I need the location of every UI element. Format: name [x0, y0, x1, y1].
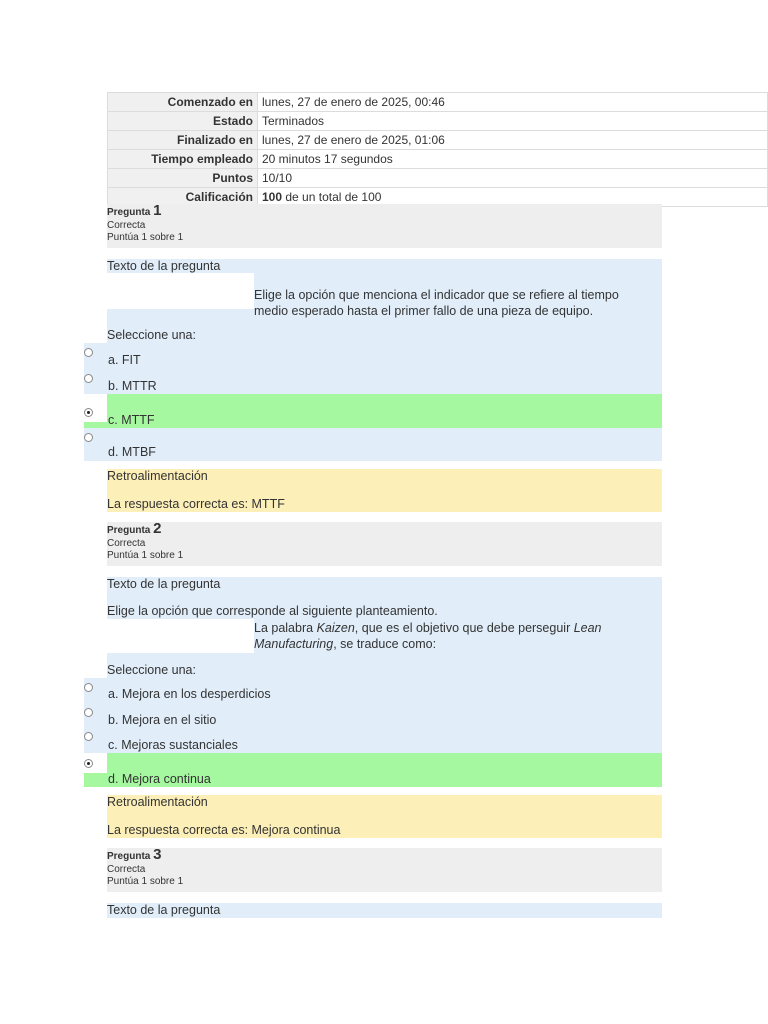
- summary-value: Terminados: [258, 112, 768, 131]
- answer-option[interactable]: [84, 346, 662, 370]
- summary-value: lunes, 27 de enero de 2025, 00:46: [258, 93, 768, 112]
- summary-label: Finalizado en: [108, 131, 258, 150]
- summary-label: Puntos: [108, 169, 258, 188]
- question-state: Correcta: [107, 220, 146, 231]
- answer-option[interactable]: [84, 681, 662, 707]
- prompt-emphasis: Lean Manufacturing: [254, 621, 602, 651]
- question-text-label: Texto de la pregunta: [107, 903, 221, 917]
- summary-value: 10/10: [258, 169, 768, 188]
- question-3-info: [107, 848, 662, 892]
- answer-option[interactable]: [84, 428, 662, 461]
- option-label[interactable]: b. Mejora en el sitio: [108, 713, 217, 727]
- question-state: Correcta: [107, 864, 146, 875]
- question-1-feedback: [107, 469, 662, 512]
- radio-button[interactable]: [84, 348, 93, 357]
- question-label: Pregunta: [107, 525, 151, 536]
- question-grade: Puntúa 1 sobre 1: [107, 876, 184, 887]
- answer-option-selected[interactable]: [84, 394, 662, 428]
- radio-button[interactable]: [84, 732, 93, 741]
- option-label[interactable]: c. MTTF: [108, 413, 155, 427]
- radio-button-checked[interactable]: [84, 759, 93, 768]
- summary-label: Tiempo empleado: [108, 150, 258, 169]
- summary-row: [108, 169, 768, 188]
- question-number-value: 2: [153, 520, 162, 537]
- prompt-emphasis: Kaizen: [316, 621, 355, 635]
- question-number: [107, 204, 662, 220]
- question-2-info: [107, 522, 662, 566]
- question-text-label: Texto de la pregunta: [107, 577, 221, 591]
- summary-row: [108, 112, 768, 131]
- question-label: Pregunta: [107, 851, 151, 862]
- grade-value: 100: [262, 190, 283, 204]
- feedback-label: Retroalimentación: [107, 795, 208, 809]
- radio-button[interactable]: [84, 683, 93, 692]
- prompt-spacer: [107, 273, 254, 309]
- question-grade: Puntúa 1 sobre 1: [107, 550, 184, 561]
- attempt-summary-table: [107, 92, 768, 207]
- grade-total: de un total de 100: [282, 190, 382, 204]
- summary-row: [108, 150, 768, 169]
- question-1-info: [107, 204, 662, 248]
- feedback-label: Retroalimentación: [107, 469, 208, 483]
- summary-label: Estado: [108, 112, 258, 131]
- radio-button[interactable]: [84, 374, 93, 383]
- question-prompt: Elige la opción que menciona el indicador que se refiere al tiempo medio esperado hasta el primer fallo de una pieza de equipo.: [254, 288, 619, 318]
- answer-option-selected[interactable]: [84, 753, 662, 787]
- correct-answer-text: La respuesta correcta es: Mejora continua: [107, 823, 341, 837]
- prompt-part: , se traduce como:: [333, 637, 437, 651]
- radio-button-checked[interactable]: [84, 408, 93, 417]
- prompt-part: La palabra: [254, 621, 317, 635]
- option-label[interactable]: d. Mejora continua: [108, 772, 211, 786]
- question-number-value: 3: [153, 846, 162, 863]
- option-label[interactable]: a. Mejora en los desperdicios: [108, 687, 271, 701]
- option-label[interactable]: b. MTTR: [108, 379, 157, 393]
- summary-row: [108, 131, 768, 150]
- question-label: Pregunta: [107, 207, 151, 218]
- correct-answer-text: La respuesta correcta es: MTTF: [107, 497, 285, 511]
- prompt-spacer: [107, 619, 254, 653]
- question-prompt: [254, 620, 654, 652]
- question-grade: Puntúa 1 sobre 1: [107, 232, 184, 243]
- prompt-part: , que es el objetivo que debe perseguir: [354, 621, 574, 635]
- option-label[interactable]: a. FIT: [108, 353, 141, 367]
- question-2-feedback: [107, 795, 662, 838]
- answer-option[interactable]: [84, 707, 662, 731]
- answer-option[interactable]: [84, 372, 662, 394]
- question-3-content: [107, 903, 662, 918]
- summary-label: Calificación: [108, 188, 258, 207]
- select-one-label: Seleccione una:: [107, 328, 196, 342]
- question-number-value: 1: [153, 202, 162, 219]
- summary-row: [108, 93, 768, 112]
- radio-button[interactable]: [84, 708, 93, 717]
- option-label[interactable]: c. Mejoras sustanciales: [108, 738, 238, 752]
- summary-value: 20 minutos 17 segundos: [258, 150, 768, 169]
- question-prompt-lead: Elige la opción que corresponde al siguiente planteamiento.: [107, 604, 438, 618]
- summary-value: lunes, 27 de enero de 2025, 01:06: [258, 131, 768, 150]
- question-number: [107, 522, 662, 538]
- question-number: [107, 848, 662, 864]
- question-text-label: Texto de la pregunta: [107, 259, 221, 273]
- summary-label: Comenzado en: [108, 93, 258, 112]
- option-label[interactable]: d. MTBF: [108, 445, 156, 459]
- radio-button[interactable]: [84, 433, 93, 442]
- question-state: Correcta: [107, 538, 146, 549]
- select-one-label: Seleccione una:: [107, 663, 196, 677]
- answer-option[interactable]: [84, 731, 662, 753]
